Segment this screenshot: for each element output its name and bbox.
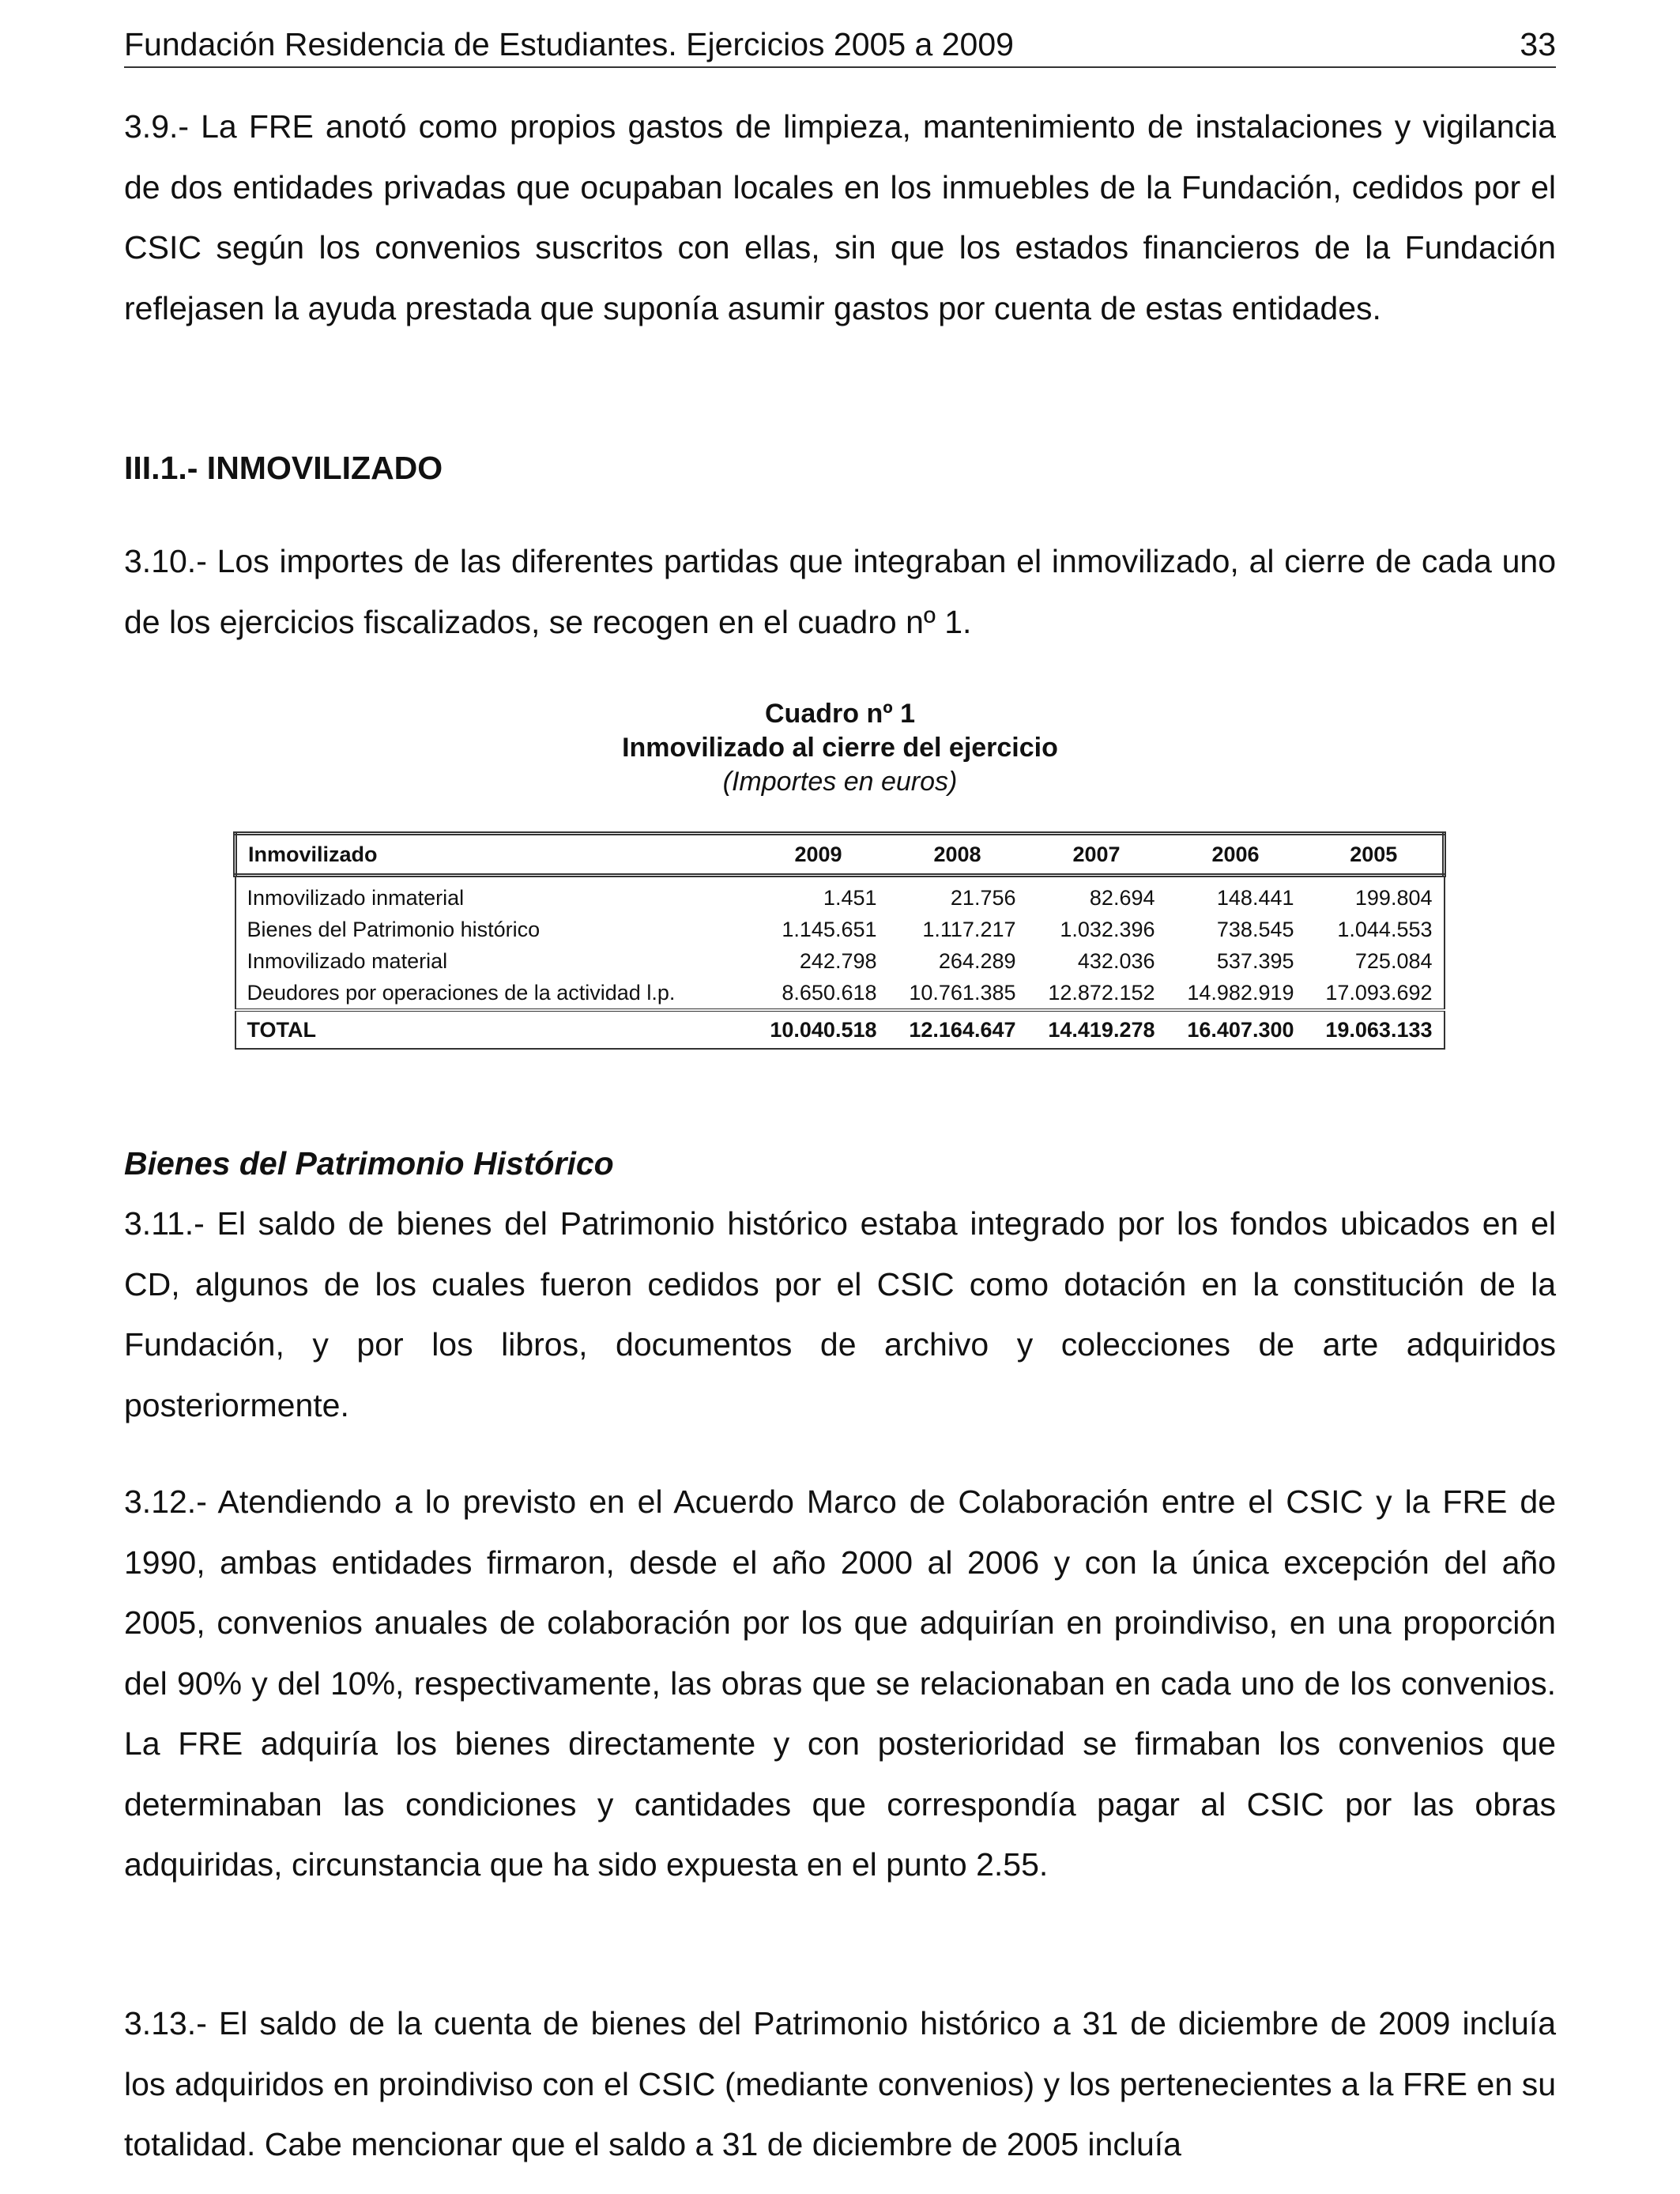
paragraph-3-9: 3.9.- La FRE anotó como propios gastos de limpieza, mantenimiento de instalaciones y vigilancia de dos entidades privadas que ocupaban locales en los inmuebles de la Fundación, cedidos por el CSIC según los convenios suscritos con ellas, sin que los estados financieros de la Fundación reflejasen la ayuda prestada que suponía asumir gastos por cuenta de estas entidades.	[124, 108, 1556, 326]
table-cell: 12.872.152	[1048, 980, 1155, 1005]
table-cell: 1.032.396	[1060, 917, 1155, 941]
column-header: 2005	[1305, 834, 1445, 876]
table-cell: 21.756	[950, 885, 1016, 910]
table-cell: Deudores por operaciones de la actividad l.p.	[235, 977, 749, 1010]
table-cell: Inmovilizado material	[235, 945, 749, 977]
table-cell: 1.044.553	[1305, 914, 1445, 945]
column-header: 2008	[888, 834, 1027, 876]
table-caption-units: (Importes en euros)	[722, 767, 958, 797]
column-header: 2009	[749, 834, 888, 876]
cuadro-1-table	[233, 831, 1444, 1050]
table-row	[235, 945, 1445, 977]
column-header: Inmovilizado	[235, 834, 749, 876]
table-cell: Inmovilizado inmaterial	[235, 876, 749, 914]
table-cell: 242.798	[799, 948, 877, 973]
table-caption-number: Cuadro nº 1	[765, 699, 915, 729]
table-row	[235, 914, 1445, 945]
table-cell: 1.145.651	[782, 917, 877, 941]
table-row	[235, 876, 1445, 914]
subheading-bienes-patrimonio: Bienes del Patrimonio Histórico	[124, 1145, 614, 1182]
page-header	[124, 22, 1556, 68]
table-cell: 199.804	[1305, 876, 1445, 914]
table-cell: 17.093.692	[1305, 977, 1445, 1010]
total-cell: 14.419.278	[1027, 1010, 1166, 1049]
section-heading-inmovilizado: III.1.- INMOVILIZADO	[124, 450, 443, 486]
inmovilizado-table	[233, 831, 1446, 1050]
table-cell: 738.545	[1216, 917, 1294, 941]
total-cell: 12.164.647	[888, 1010, 1027, 1049]
table-cell: 14.982.919	[1187, 980, 1294, 1005]
table-row	[235, 977, 1445, 1010]
header-title: Fundación Residencia de Estudiantes. Ejercicios 2005 a 2009	[124, 26, 1014, 62]
column-header: 2006	[1166, 834, 1305, 876]
table-cell: 8.650.618	[782, 980, 877, 1005]
table-caption-title: Inmovilizado al cierre del ejercicio	[622, 733, 1058, 763]
paragraph-3-13: 3.13.- El saldo de la cuenta de bienes del Patrimonio histórico a 31 de diciembre de 2009 incluía los adquiridos en proindiviso con el CSIC (mediante convenios) y los pertenecientes a la FRE en su totalidad. Cabe mencionar que el saldo a 31 de diciembre de 2005 incluía	[124, 2005, 1556, 2162]
table-cell: 725.084	[1305, 945, 1445, 977]
table-header-row	[235, 834, 1445, 876]
table-caption	[124, 697, 1556, 799]
paragraph-3-12: 3.12.- Atendiendo a lo previsto en el Acuerdo Marco de Colaboración entre el CSIC y la FRE de 1990, ambas entidades firmaron, desde el año 2000 al 2006 y con la única excepción del año 2005, convenios anuales de colaboración por los que adquirían en proindiviso, en una proporción del 90% y del 10%, respectivamente, las obras que se relacionaban en cada uno de los convenios. La FRE adquiría los bienes directamente y con posterioridad se firmaban los convenios que determinaban las condiciones y cantidades que correspondía pagar al CSIC por las obras adquiridas, circunstancia que ha sido expuesta en el punto 2.55.	[124, 1483, 1556, 1883]
paragraph-3-10: 3.10.- Los importes de las diferentes partidas que integraban el inmovilizado, al cierre de cada uno de los ejercicios fiscalizados, se recogen en el cuadro nº 1.	[124, 543, 1556, 640]
page-number: 33	[1520, 26, 1556, 62]
column-header: 2007	[1027, 834, 1166, 876]
table-cell: 1.117.217	[922, 917, 1016, 941]
table-cell: 537.395	[1216, 948, 1294, 973]
total-cell: TOTAL	[235, 1010, 749, 1049]
table-cell: 264.289	[938, 948, 1016, 973]
table-cell: 10.761.385	[909, 980, 1016, 1005]
table-total-row	[235, 1010, 1445, 1049]
table-cell: 432.036	[1077, 948, 1155, 973]
table-cell: 82.694	[1089, 885, 1155, 910]
table-cell: Bienes del Patrimonio histórico	[235, 914, 749, 945]
total-cell: 19.063.133	[1305, 1010, 1445, 1049]
table-cell: 148.441	[1216, 885, 1294, 910]
total-cell: 10.040.518	[749, 1010, 888, 1049]
total-cell: 16.407.300	[1166, 1010, 1305, 1049]
paragraph-3-11: 3.11.- El saldo de bienes del Patrimonio histórico estaba integrado por los fondos ubicados en el CD, algunos de los cuales fueron cedidos por el CSIC como dotación en la constitución de la Fundación, y por los libros, documentos de archivo y colecciones de arte adquiridos posteriormente.	[124, 1205, 1556, 1423]
table-cell: 1.451	[823, 885, 877, 910]
